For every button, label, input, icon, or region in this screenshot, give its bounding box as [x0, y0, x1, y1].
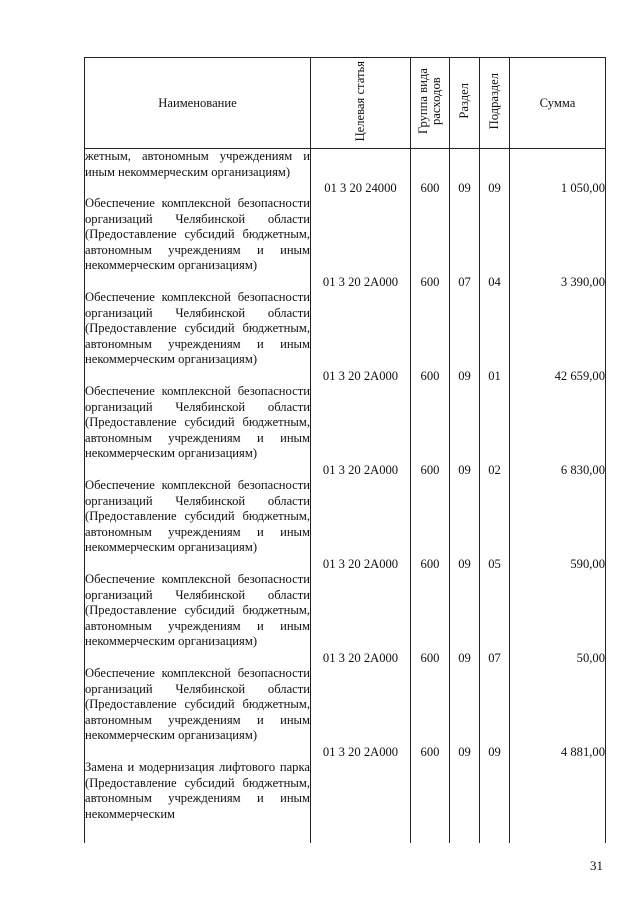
- row-section-cell: [450, 760, 480, 843]
- row-name-cell: Обеспечение комплексной безопасности организаций Челябинской области (Предоставление субсидий бюджетным, автономным учреждениям и иным некоммерческим организациям): [85, 666, 311, 760]
- row-name-cell: Замена и модернизация лифтового парка (Предоставление субсидий бюджетным, автономным учреждениям и иным некоммерческим: [85, 760, 311, 843]
- header-section: Раздел: [450, 58, 480, 149]
- row-name-cell: жетным, автономным учреждениям и иным некоммерческим организациям): [85, 149, 311, 197]
- row-subsection-cell: 02: [480, 384, 510, 478]
- header-target-article: Целевая статья: [311, 58, 411, 149]
- table-header-row: [85, 58, 606, 149]
- table-row: [85, 666, 606, 760]
- row-section-cell: 09: [450, 478, 480, 572]
- row-sum-cell: [510, 760, 606, 843]
- row-target-cell: 01 3 20 2А000: [311, 666, 411, 760]
- row-group-cell: 600: [411, 290, 450, 384]
- row-sum-cell: 3 390,00: [510, 196, 606, 290]
- row-target-cell: 01 3 20 24000: [311, 149, 411, 197]
- row-section-cell: 09: [450, 666, 480, 760]
- header-sum: Сумма: [510, 58, 606, 149]
- row-section-cell: 09: [450, 384, 480, 478]
- row-sum-cell: 6 830,00: [510, 384, 606, 478]
- row-sum-cell: 4 881,00: [510, 666, 606, 760]
- row-name-cell: Обеспечение комплексной безопасности организаций Челябинской области (Предоставление субсидий бюджетным, автономным учреждениям и иным некоммерческим организациям): [85, 196, 311, 290]
- row-subsection-cell: 07: [480, 572, 510, 666]
- row-target-cell: 01 3 20 2А000: [311, 196, 411, 290]
- row-subsection-cell: 09: [480, 666, 510, 760]
- row-section-cell: 07: [450, 196, 480, 290]
- row-target-cell: 01 3 20 2А000: [311, 384, 411, 478]
- row-sum-cell: 50,00: [510, 572, 606, 666]
- budget-table: [84, 57, 606, 843]
- row-name-cell: Обеспечение комплексной безопасности организаций Челябинской области (Предоставление субсидий бюджетным, автономным учреждениям и иным некоммерческим организациям): [85, 290, 311, 384]
- row-group-cell: [411, 760, 450, 843]
- row-subsection-cell: 04: [480, 196, 510, 290]
- header-name: Наименование: [85, 58, 311, 149]
- table-row: [85, 478, 606, 572]
- row-name-cell: Обеспечение комплексной безопасности организаций Челябинской области (Предоставление субсидий бюджетным, автономным учреждениям и иным некоммерческим организациям): [85, 572, 311, 666]
- row-section-cell: 09: [450, 149, 480, 197]
- table-row: [85, 149, 606, 197]
- row-target-cell: 01 3 20 2А000: [311, 290, 411, 384]
- row-group-cell: 600: [411, 384, 450, 478]
- row-name-cell: Обеспечение комплексной безопасности организаций Челябинской области (Предоставление субсидий бюджетным, автономным учреждениям и иным некоммерческим организациям): [85, 384, 311, 478]
- table-row: [85, 196, 606, 290]
- header-subsection: Подраздел: [480, 58, 510, 149]
- row-group-cell: 600: [411, 478, 450, 572]
- table-row: [85, 290, 606, 384]
- row-section-cell: 09: [450, 290, 480, 384]
- row-target-cell: [311, 760, 411, 843]
- row-target-cell: 01 3 20 2А000: [311, 572, 411, 666]
- page-number: 31: [590, 858, 603, 873]
- row-subsection-cell: 01: [480, 290, 510, 384]
- row-group-cell: 600: [411, 572, 450, 666]
- table-row: [85, 384, 606, 478]
- row-section-cell: 09: [450, 572, 480, 666]
- row-name-cell: Обеспечение комплексной безопасности организаций Челябинской области (Предоставление субсидий бюджетным, автономным учреждениям и иным некоммерческим организациям): [85, 478, 311, 572]
- row-sum-cell: 590,00: [510, 478, 606, 572]
- row-group-cell: 600: [411, 666, 450, 760]
- table-row: [85, 760, 606, 843]
- row-subsection-cell: 05: [480, 478, 510, 572]
- row-group-cell: 600: [411, 196, 450, 290]
- table-row: [85, 572, 606, 666]
- row-sum-cell: 1 050,00: [510, 149, 606, 197]
- row-group-cell: 600: [411, 149, 450, 197]
- row-subsection-cell: 09: [480, 149, 510, 197]
- row-target-cell: 01 3 20 2А000: [311, 478, 411, 572]
- row-subsection-cell: [480, 760, 510, 843]
- header-expense-group: Группа вида расходов: [411, 58, 450, 149]
- row-sum-cell: 42 659,00: [510, 290, 606, 384]
